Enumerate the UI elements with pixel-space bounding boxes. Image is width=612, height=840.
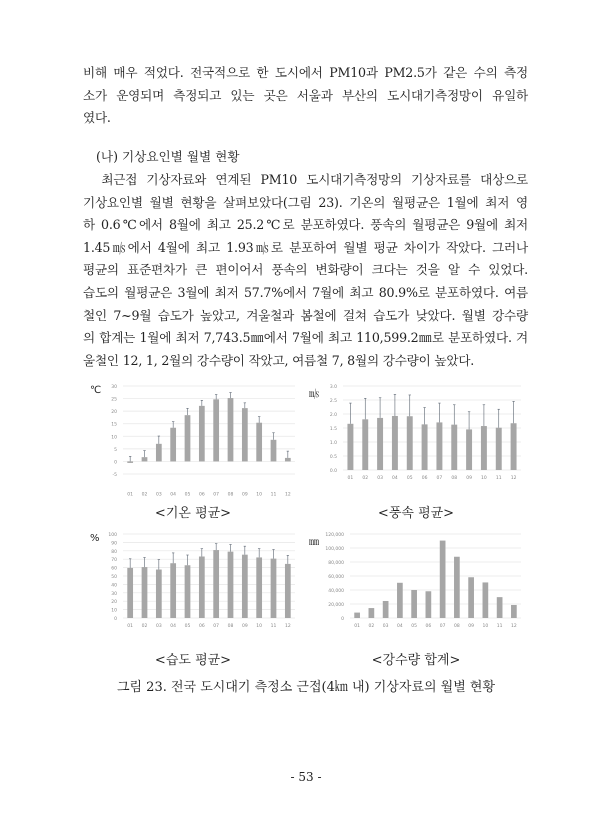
text-line: 최근접 기상자료와 연계된 PM10 도시대기측정망의 기상자료를 대상으로 bbox=[83, 172, 528, 187]
bar bbox=[392, 416, 398, 470]
bar bbox=[271, 440, 277, 462]
y-tick-label: 10 bbox=[111, 435, 117, 441]
bar bbox=[228, 398, 234, 461]
x-tick-label: 01 bbox=[127, 624, 134, 629]
text-line: 울철인 12, 1, 2월의 강수량이 작았고, 여름철 7, 8월의 강수량이 높았다. bbox=[83, 352, 475, 368]
x-tick-label: 09 bbox=[241, 492, 248, 498]
y-tick-label: 60 bbox=[111, 566, 117, 572]
chart-title: <기온 평균> bbox=[154, 506, 232, 521]
chart-svg bbox=[305, 528, 527, 643]
text-line: 기상요인별 월별 현황을 살펴보았다(그림 23). 기온의 월평균은 1월에 최저 영 bbox=[83, 194, 528, 210]
bar bbox=[466, 429, 472, 470]
bar bbox=[481, 426, 487, 470]
bar bbox=[242, 555, 248, 618]
x-tick-label: 02 bbox=[141, 492, 148, 498]
x-tick-label: 11 bbox=[270, 624, 277, 629]
bar bbox=[256, 557, 262, 618]
y-tick-label: 20 bbox=[111, 410, 117, 416]
text-line: 평균의 표준편차가 큰 편이어서 풍속의 변화량이 크다는 것을 알 수 있었다. bbox=[83, 262, 528, 278]
y-tick-label: 120,000 bbox=[325, 533, 344, 538]
bar bbox=[411, 590, 417, 618]
x-tick-label: 05 bbox=[411, 624, 417, 629]
y-tick-label: 1.5 bbox=[329, 427, 337, 432]
x-tick-label: 02 bbox=[368, 624, 375, 629]
x-tick-label: 01 bbox=[127, 492, 134, 498]
bar bbox=[285, 458, 291, 462]
y-tick-label: 80,000 bbox=[328, 561, 344, 566]
x-tick-label: 12 bbox=[284, 624, 291, 629]
y-tick-label: 25 bbox=[111, 397, 117, 403]
y-tick-label: 40,000 bbox=[328, 589, 344, 594]
bar bbox=[156, 444, 162, 462]
x-tick-label: 10 bbox=[256, 492, 263, 498]
bar bbox=[285, 564, 291, 618]
bar bbox=[496, 428, 502, 470]
bar bbox=[213, 550, 219, 618]
bar bbox=[185, 415, 191, 461]
unit-label: ㎧ bbox=[309, 389, 319, 400]
chart-title: <풍속 평균> bbox=[377, 506, 455, 521]
bar bbox=[127, 568, 133, 618]
x-tick-label: 03 bbox=[382, 624, 389, 629]
x-tick-label: 05 bbox=[184, 624, 191, 629]
text-line: 하 0.6℃에서 8월에 최고 25.2℃로 분포하였다. 풍속의 월평균은 9월에 최저 bbox=[83, 217, 528, 233]
y-tick-label: 15 bbox=[111, 422, 117, 428]
y-tick-label: 60,000 bbox=[328, 575, 344, 580]
bar bbox=[369, 608, 375, 618]
x-tick-label: 07 bbox=[213, 624, 220, 629]
x-tick-label: 12 bbox=[284, 492, 291, 498]
x-tick-label: 01 bbox=[347, 476, 354, 481]
bar bbox=[354, 613, 360, 618]
bar bbox=[199, 557, 205, 618]
bar bbox=[407, 416, 413, 470]
y-tick-label: 80 bbox=[111, 549, 117, 555]
x-tick-label: 06 bbox=[198, 624, 205, 629]
x-tick-label: 04 bbox=[392, 476, 398, 481]
x-tick-label: 04 bbox=[170, 624, 177, 629]
bar bbox=[199, 406, 205, 462]
bar bbox=[347, 424, 353, 470]
bar bbox=[422, 424, 428, 470]
y-tick-label: 30 bbox=[111, 385, 117, 390]
x-tick-label: 11 bbox=[270, 492, 277, 498]
x-tick-label: 07 bbox=[436, 476, 443, 481]
unit-label: % bbox=[90, 533, 100, 544]
unit-label: ㎜ bbox=[309, 537, 319, 548]
x-tick-label: 09 bbox=[466, 476, 472, 481]
bar bbox=[436, 422, 442, 470]
x-tick-label: 07 bbox=[213, 492, 220, 498]
y-tick-label: 0 bbox=[114, 460, 117, 466]
bar bbox=[397, 583, 403, 618]
bar bbox=[127, 461, 133, 463]
temperature-chart bbox=[85, 380, 300, 498]
unit-label: ℃ bbox=[90, 385, 102, 396]
bar bbox=[440, 541, 446, 618]
y-tick-label: 100,000 bbox=[325, 547, 344, 552]
x-tick-label: 02 bbox=[141, 624, 148, 629]
y-tick-label: 10 bbox=[111, 608, 117, 614]
x-tick-label: 03 bbox=[155, 492, 162, 498]
text-line: 1.45㎧에서 4월에 최고 1.93㎧로 분포하여 월별 평균 차이가 작았다. 그러나 bbox=[83, 239, 528, 255]
bar bbox=[170, 563, 176, 618]
page-number: - 53 - bbox=[290, 770, 322, 784]
x-tick-label: 10 bbox=[256, 624, 263, 629]
x-tick-label: 02 bbox=[362, 476, 369, 481]
paragraph-2 bbox=[83, 169, 528, 372]
bar bbox=[242, 408, 248, 461]
bar bbox=[185, 565, 191, 618]
text-line: 비해 매우 적었다. 전국적으로 한 도시에서 PM10과 PM2.5가 같은 수의 측정 bbox=[83, 65, 528, 80]
x-tick-label: 03 bbox=[377, 476, 383, 481]
x-tick-label: 09 bbox=[241, 624, 248, 629]
x-tick-label: 10 bbox=[481, 476, 487, 481]
x-tick-label: 08 bbox=[227, 624, 234, 629]
wind-speed-chart bbox=[305, 380, 527, 495]
x-tick-label: 07 bbox=[439, 624, 446, 629]
bar bbox=[511, 605, 517, 618]
y-tick-label: 90 bbox=[111, 541, 117, 547]
y-tick-label: 70 bbox=[111, 558, 117, 564]
bar bbox=[362, 419, 368, 470]
chart-title: <강수량 합계> bbox=[371, 653, 461, 668]
x-tick-label: 05 bbox=[406, 476, 413, 481]
x-tick-label: 05 bbox=[184, 492, 191, 498]
section-heading: (나) 기상요인별 월별 현황 bbox=[96, 149, 240, 164]
figure-caption: 그림 23. 전국 도시대기 측정소 근접(4㎞ 내) 기상자료의 월별 현황 bbox=[116, 680, 496, 695]
x-tick-label: 11 bbox=[496, 624, 503, 629]
chart-svg bbox=[85, 380, 300, 498]
bar bbox=[426, 591, 432, 618]
bar bbox=[377, 418, 383, 470]
y-tick-label: 2.5 bbox=[329, 399, 337, 404]
text-line: 였다. bbox=[83, 110, 111, 126]
paragraph-1 bbox=[83, 62, 528, 130]
bar bbox=[142, 567, 148, 618]
y-tick-label: 100 bbox=[108, 533, 117, 538]
x-tick-label: 12 bbox=[511, 624, 517, 629]
y-tick-label: 5 bbox=[114, 447, 117, 453]
x-tick-label: 01 bbox=[354, 624, 360, 629]
x-tick-label: 08 bbox=[227, 492, 234, 498]
bar bbox=[142, 457, 148, 461]
bar bbox=[156, 570, 162, 618]
x-tick-label: 10 bbox=[482, 624, 489, 629]
y-tick-label: 0.5 bbox=[329, 455, 337, 460]
bar bbox=[228, 552, 234, 618]
x-tick-label: 04 bbox=[170, 492, 177, 498]
bar bbox=[170, 428, 176, 462]
x-tick-label: 08 bbox=[454, 624, 460, 629]
y-tick-label: 20,000 bbox=[328, 603, 344, 608]
bar bbox=[454, 557, 460, 618]
chart-svg bbox=[85, 528, 300, 643]
x-tick-label: 12 bbox=[510, 476, 517, 481]
bar bbox=[497, 597, 503, 618]
bar bbox=[468, 577, 474, 618]
text-line: 습도의 월평균은 3월에 최저 57.7%에서 7월에 최고 80.9%로 분포하였다. 여름 bbox=[83, 284, 528, 300]
bar bbox=[511, 423, 517, 470]
bar bbox=[383, 601, 389, 618]
y-tick-label: 0 bbox=[114, 617, 117, 622]
precipitation-chart bbox=[305, 528, 527, 643]
y-tick-label: 30 bbox=[111, 591, 117, 597]
x-tick-label: 11 bbox=[495, 476, 502, 481]
y-tick-label: -5 bbox=[112, 473, 117, 478]
text-line: 의 합계는 1월에 최저 7,743.5㎜에서 7월에 최고 110,599.2㎜로 분포하였다. 겨 bbox=[83, 330, 528, 346]
bar bbox=[451, 425, 457, 470]
bar bbox=[256, 423, 262, 462]
chart-title: <습도 평균> bbox=[154, 653, 232, 668]
x-tick-label: 06 bbox=[421, 476, 428, 481]
y-tick-label: 1.0 bbox=[329, 441, 337, 446]
chart-svg bbox=[305, 380, 527, 495]
bar bbox=[271, 559, 277, 618]
y-tick-label: 3.0 bbox=[329, 385, 337, 390]
bar bbox=[213, 399, 219, 461]
bar bbox=[483, 582, 489, 618]
x-tick-label: 04 bbox=[397, 624, 403, 629]
text-line: 소가 운영되며 측정되고 있는 곳은 서울과 부산의 도시대기측정망이 유일하 bbox=[83, 87, 528, 103]
x-tick-label: 08 bbox=[451, 476, 458, 481]
y-tick-label: 0.0 bbox=[329, 469, 337, 474]
x-tick-label: 06 bbox=[425, 624, 432, 629]
humidity-chart bbox=[85, 528, 300, 643]
y-tick-label: 50 bbox=[111, 575, 117, 580]
y-tick-label: 40 bbox=[111, 583, 117, 589]
y-tick-label: 0 bbox=[341, 617, 344, 622]
x-tick-label: 06 bbox=[198, 492, 205, 498]
y-tick-label: 2.0 bbox=[329, 413, 337, 418]
x-tick-label: 09 bbox=[468, 624, 474, 629]
x-tick-label: 03 bbox=[155, 624, 162, 629]
y-tick-label: 20 bbox=[111, 600, 117, 606]
text-line: 철인 7~9월 습도가 높았고, 겨울철과 봄철에 걸쳐 습도가 낮았다. 월별 강수량 bbox=[83, 307, 528, 323]
